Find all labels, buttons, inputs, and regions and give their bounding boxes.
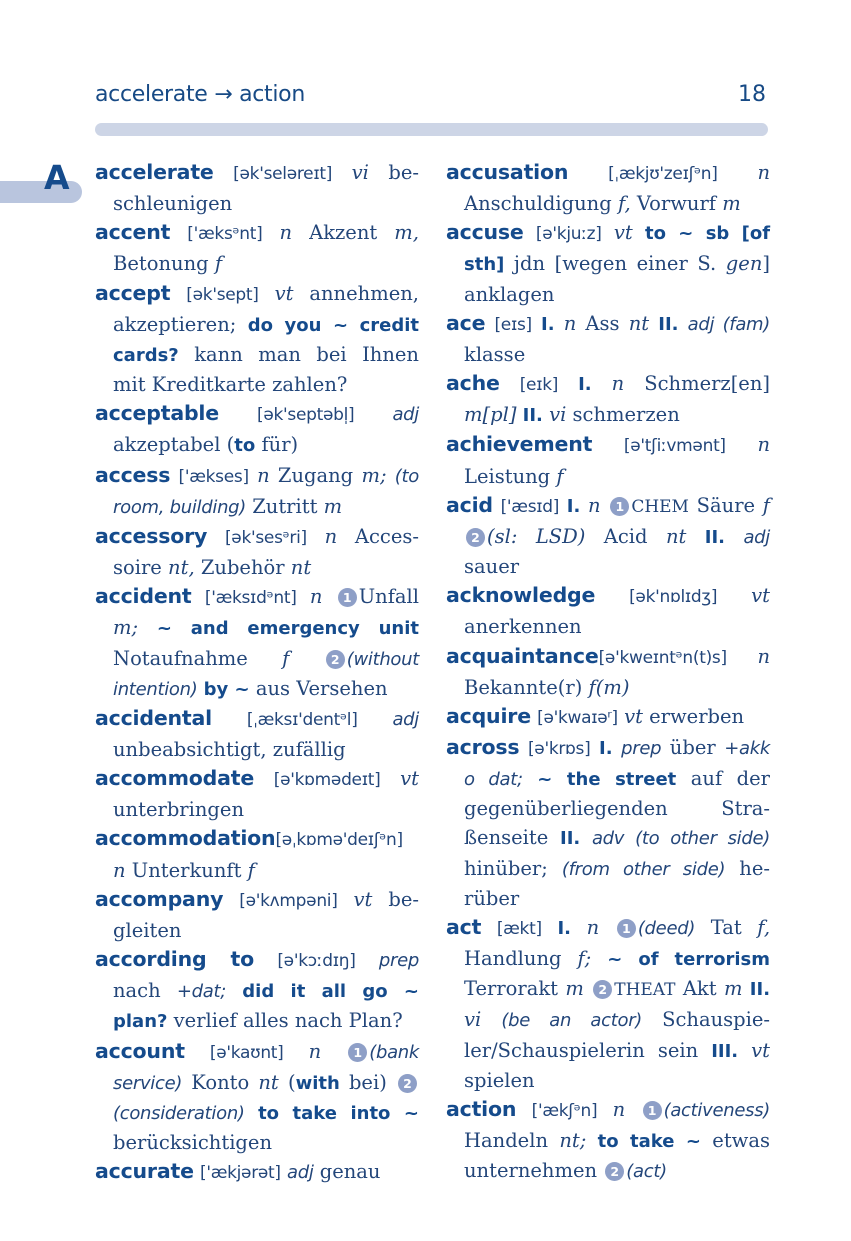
- translation: schmerzen: [566, 403, 680, 427]
- pronunciation: [əˌkɒmə'deɪʃᵊn]: [275, 830, 403, 851]
- translation: Handlung: [464, 947, 578, 971]
- part-of-speech: n: [757, 644, 770, 668]
- example-phrase: to take ~: [597, 1131, 701, 1152]
- sense-number-badge: 1: [643, 1101, 662, 1120]
- pronunciation: [eɪs]: [494, 314, 532, 335]
- example-phrase: to take into ~: [258, 1102, 419, 1124]
- headword: account: [95, 1038, 185, 1063]
- sense-number-badge: 1: [338, 588, 357, 607]
- gender: nt: [290, 556, 312, 580]
- part-of-speech: n: [588, 493, 601, 517]
- dictionary-entry: [95, 582, 419, 704]
- gender: f: [282, 646, 290, 670]
- part-of-speech: vt: [613, 221, 633, 245]
- headword: acceptable: [95, 401, 219, 426]
- pronunciation: [ækt]: [496, 918, 542, 939]
- translation: Akt: [675, 977, 724, 1001]
- translation: erwerben: [642, 704, 745, 728]
- dictionary-entry: [446, 733, 770, 913]
- sense-number-badge: 2: [326, 650, 345, 669]
- headword: accommodate: [95, 766, 255, 791]
- gender: nt: [628, 311, 650, 335]
- dictionary-entry: [95, 158, 419, 218]
- part-of-speech: vi: [549, 403, 567, 427]
- translation: Unterkunft: [125, 858, 248, 882]
- pronunciation: [ə'kjuːz]: [535, 224, 602, 245]
- headword: according to: [95, 947, 255, 972]
- dictionary-entry: [95, 1157, 419, 1188]
- translation: annehmen, akzeptieren;: [113, 281, 419, 336]
- context-note: (bank service): [113, 1041, 420, 1094]
- translation: Zubehör: [194, 556, 291, 580]
- translation: Anschuldigung: [464, 192, 618, 216]
- subject-label: CHEM: [631, 496, 689, 517]
- headword: accent: [95, 220, 171, 245]
- grammar-section-marker: I.: [578, 374, 592, 396]
- headword: accept: [95, 280, 171, 305]
- translation: anerkennen: [464, 615, 582, 639]
- headword: across: [446, 734, 520, 759]
- part-of-speech: vt: [274, 281, 294, 305]
- translation: Leistung: [464, 464, 557, 488]
- context-note: (consideration): [113, 1102, 245, 1124]
- pronunciation: [ək'septəbl̩]: [257, 405, 355, 426]
- case-note: +dat;: [176, 981, 227, 1003]
- translation: aus Versehen: [249, 676, 388, 700]
- pronunciation: [ək'seləreɪt]: [233, 164, 333, 184]
- headword: acquire: [446, 703, 531, 728]
- translation: über: [661, 735, 725, 759]
- part-of-speech: n: [308, 1039, 322, 1063]
- translation: Schauspieler/Schauspielerin sein: [464, 1008, 770, 1062]
- page-header: [95, 80, 768, 114]
- letter-tab-label: A: [44, 158, 70, 197]
- part-of-speech: vt: [751, 584, 770, 608]
- headword: acquaintance: [446, 643, 599, 668]
- headword: accelerate: [95, 160, 214, 184]
- case-note: gen: [725, 252, 763, 276]
- grammar-section-marker: I.: [557, 917, 571, 939]
- context-note: (deed): [637, 917, 696, 939]
- gender: f: [247, 858, 255, 882]
- grammar-section-marker: II.: [749, 979, 771, 1001]
- headword: ace: [446, 310, 486, 335]
- translation: Betonung: [113, 252, 215, 276]
- translation: klasse: [464, 342, 526, 366]
- running-head: accelerate → action: [95, 82, 305, 107]
- headword: ache: [446, 371, 500, 396]
- dictionary-entry: [95, 764, 419, 824]
- context-note: (from other side): [561, 858, 726, 880]
- part-of-speech: n: [757, 433, 771, 457]
- dictionary-entry: [95, 945, 419, 1036]
- pronunciation: [ə'kʌmpəni]: [239, 890, 338, 911]
- translation: Accessoire: [113, 524, 419, 580]
- part-of-speech: adj (fam): [687, 313, 771, 335]
- part-of-speech: adj: [392, 708, 419, 730]
- part-of-speech: n: [611, 372, 625, 396]
- pronunciation: [ə'kweɪntᵊn(t)s]: [598, 647, 727, 668]
- pronunciation: [ək'sesᵊri]: [224, 527, 307, 548]
- pronunciation: ['æksᵊnt]: [187, 224, 263, 245]
- part-of-speech: n: [324, 524, 338, 548]
- translation: genau: [313, 1160, 381, 1184]
- pronunciation: [ˌækjʊ'zeɪʃᵊn]: [608, 164, 718, 184]
- dictionary-entry: [95, 279, 419, 400]
- context-note: (without intention): [113, 648, 420, 700]
- dictionary-entry: [95, 885, 419, 945]
- translation: Akzent: [292, 221, 395, 245]
- pronunciation: ['ækses]: [178, 466, 249, 487]
- example-phrase: ~ and emergency unit: [156, 618, 419, 640]
- collocation: with: [295, 1072, 340, 1094]
- dictionary-entry: [446, 913, 770, 1095]
- dictionary-entry: [446, 369, 770, 430]
- grammar-section-marker: I.: [541, 313, 555, 335]
- gender: f,: [757, 915, 771, 939]
- part-of-speech: vt: [751, 1038, 771, 1062]
- dictionary-entry: [446, 491, 770, 581]
- pronunciation: [ə'tʃiːvmənt]: [623, 436, 726, 457]
- pronunciation: ['ækʃᵊn]: [531, 1100, 598, 1121]
- translation: spielen: [464, 1068, 535, 1092]
- example-phrase: ~ of terrorism: [607, 949, 770, 971]
- part-of-speech: n: [309, 585, 323, 609]
- dictionary-entry: [446, 702, 770, 733]
- gender: nt;: [559, 1129, 587, 1152]
- grammar-section-marker: II.: [560, 828, 581, 850]
- dictionary-entry: [95, 461, 419, 522]
- gender: f: [556, 464, 564, 488]
- headword: action: [446, 1096, 517, 1121]
- translation: Tat: [695, 915, 758, 939]
- pronunciation: [ə'kɔːdɪŋ]: [277, 951, 356, 972]
- headword: accurate: [95, 1159, 194, 1184]
- context-note: (activeness): [663, 1099, 770, 1121]
- part-of-speech: prep: [378, 950, 419, 972]
- subject-label: THEAT: [614, 980, 676, 1001]
- translation: berücksichtigen: [113, 1131, 273, 1154]
- dictionary-column-left: [95, 158, 419, 1188]
- part-of-speech: adj: [392, 404, 419, 426]
- headword: acknowledge: [446, 583, 596, 608]
- pronunciation: [ə'kɒmədeɪt]: [273, 770, 381, 791]
- sense-number-badge: 1: [348, 1043, 367, 1062]
- headword: accusation: [446, 160, 569, 184]
- gender: m: [723, 977, 743, 1001]
- dictionary-entry: [446, 430, 770, 490]
- example-phrase: did it all go ~ plan?: [113, 981, 419, 1033]
- sense-number-badge: 1: [617, 919, 636, 938]
- headword: accident: [95, 584, 192, 609]
- translation: Terrorakt: [464, 977, 566, 1001]
- headword: achievement: [446, 432, 593, 457]
- dictionary-entry: [446, 581, 770, 641]
- pronunciation: [ək'sept]: [186, 284, 259, 305]
- grammar-section-marker: I.: [599, 737, 613, 759]
- headword: accommodation: [95, 826, 276, 851]
- context-note: adv (to other side): [591, 828, 771, 850]
- part-of-speech: vt: [400, 767, 419, 791]
- translation: Säure: [688, 493, 763, 517]
- translation: Konto: [182, 1070, 259, 1094]
- part-of-speech: vi: [464, 1008, 482, 1032]
- dictionary-entry: [95, 704, 419, 764]
- part-of-speech: n: [757, 161, 771, 184]
- gender: f(m): [588, 675, 630, 699]
- pronunciation: [ˌæksɪ'dentᵊl]: [246, 709, 358, 730]
- dictionary-entry: [446, 218, 770, 308]
- gender: f: [214, 252, 223, 276]
- part-of-speech: adj: [743, 526, 770, 548]
- example-phrase: ~ the street: [537, 769, 677, 791]
- translation: herüber: [464, 856, 770, 910]
- example-phrase: to ~ sb [of sth]: [464, 223, 771, 276]
- translation: auf der gegenüberliegenden Straßenseite: [464, 767, 770, 850]
- headword: act: [446, 914, 482, 939]
- translation: Unfall: [358, 585, 420, 609]
- gender: f;: [577, 947, 592, 971]
- headword: accompany: [95, 886, 224, 911]
- sense-number-badge: 2: [605, 1162, 624, 1181]
- translation: beschleunigen: [113, 161, 419, 216]
- pronunciation: [ə'kaʊnt]: [209, 1042, 284, 1063]
- translation: Notaufnahme: [113, 646, 283, 670]
- grammar-section-marker: II.: [704, 526, 726, 548]
- page-number: 18: [738, 82, 766, 107]
- part-of-speech: n: [586, 915, 600, 939]
- dictionary-entry: [95, 218, 419, 278]
- collocation: to: [234, 435, 256, 457]
- translation: Zutritt: [246, 494, 324, 518]
- translation: akzeptabel (: [113, 433, 235, 457]
- dictionary-entry: [95, 522, 419, 582]
- translation: verlief alles nach Plan?: [167, 1009, 403, 1033]
- headword: accidental: [95, 705, 212, 730]
- grammar-section-marker: II.: [522, 405, 543, 427]
- part-of-speech: adj: [286, 1162, 314, 1184]
- gender: m[pl]: [464, 403, 517, 427]
- gender: nt: [665, 524, 687, 548]
- grammar-section-marker: II.: [658, 313, 679, 335]
- dictionary-entry: [446, 642, 770, 702]
- translation: ] anklagen: [464, 252, 770, 306]
- sense-number-badge: 2: [466, 528, 485, 547]
- case-note: +akk o dat;: [464, 737, 771, 791]
- dictionary-entry: [95, 824, 419, 884]
- gender: m: [323, 494, 343, 518]
- dictionary-entry: [446, 309, 770, 369]
- pronunciation: [ək'nɒlɪdʒ]: [629, 587, 718, 608]
- gender: m;: [113, 616, 139, 640]
- translation: jdn [wegen einer S.: [504, 252, 726, 276]
- headword: acid: [446, 492, 493, 517]
- translation: Schmerz[en]: [624, 372, 771, 396]
- gender: m: [722, 192, 741, 216]
- dictionary-column-right: [446, 158, 770, 1186]
- gender: m,: [394, 221, 419, 245]
- gender: f: [762, 493, 770, 517]
- example-phrase: by ~: [203, 678, 250, 700]
- translation: kann man bei Ihnen mit Kreditkarte zahlen?: [113, 342, 419, 397]
- part-of-speech: vi: [351, 161, 369, 184]
- pronunciation: ['æsɪd]: [500, 496, 560, 517]
- translation: nach: [113, 979, 177, 1003]
- translation: für): [255, 433, 299, 457]
- pronunciation: ['æksɪdᵊnt]: [204, 588, 297, 609]
- gender: f,: [617, 192, 631, 216]
- pronunciation: [ə'kwaɪəʳ]: [537, 707, 618, 728]
- dictionary-entry: [446, 1095, 770, 1186]
- part-of-speech: n: [612, 1097, 626, 1121]
- dictionary-entry: [95, 399, 419, 460]
- part-of-speech: n: [113, 858, 126, 882]
- part-of-speech: n: [257, 463, 270, 487]
- grammar-section-marker: III.: [711, 1040, 739, 1062]
- context-note: (act): [626, 1161, 667, 1183]
- dictionary-entry: account [ə'kaʊnt] n 1 (bank service) Konto nt (with bei) 2(consideration) to take into ~ berücksichtigen: [95, 1038, 420, 1154]
- gender: m;: [361, 463, 387, 487]
- dictionary-entry: [446, 158, 770, 218]
- headword: access: [95, 462, 171, 487]
- context-note: (be an actor): [501, 1010, 643, 1032]
- translation: sauer: [464, 555, 520, 579]
- translation: Vorwurf: [630, 192, 723, 216]
- header-divider-bar: [95, 123, 768, 136]
- gender: nt,: [168, 556, 195, 580]
- context-note: (sl: LSD): [487, 524, 586, 548]
- gender: m: [565, 977, 584, 1001]
- translation: Ass: [576, 311, 629, 335]
- gender: nt: [258, 1070, 279, 1094]
- part-of-speech: vt: [624, 704, 643, 728]
- pronunciation: ['ækjərət]: [199, 1163, 281, 1184]
- translation: Handeln: [464, 1129, 560, 1152]
- part-of-speech: vt: [353, 887, 373, 911]
- sense-number-badge: 2: [398, 1074, 417, 1093]
- part-of-speech: prep: [621, 737, 662, 759]
- translation: begleiten: [113, 887, 419, 942]
- headword: accessory: [95, 523, 208, 548]
- sense-number-badge: 1: [610, 497, 629, 516]
- pronunciation: [eɪk]: [519, 375, 559, 396]
- translation: unbeabsichtigt, zufällig: [113, 737, 346, 761]
- sense-number-badge: 2: [593, 980, 612, 999]
- translation: etwas unternehmen: [464, 1129, 770, 1183]
- translation: Acid: [585, 524, 666, 548]
- part-of-speech: n: [563, 311, 577, 335]
- example-phrase: do you ~ credit cards?: [113, 314, 419, 366]
- translation: hinüber;: [464, 856, 562, 880]
- pronunciation: [ə'krɒs]: [527, 738, 591, 759]
- part-of-speech: n: [279, 221, 293, 245]
- translation: Bekannte(r): [464, 675, 589, 699]
- grammar-section-marker: I.: [566, 495, 581, 517]
- translation: unterbringen: [113, 798, 244, 822]
- context-note: (to room, building): [113, 465, 419, 518]
- translation: Zugang: [269, 463, 362, 487]
- headword: accuse: [446, 220, 524, 245]
